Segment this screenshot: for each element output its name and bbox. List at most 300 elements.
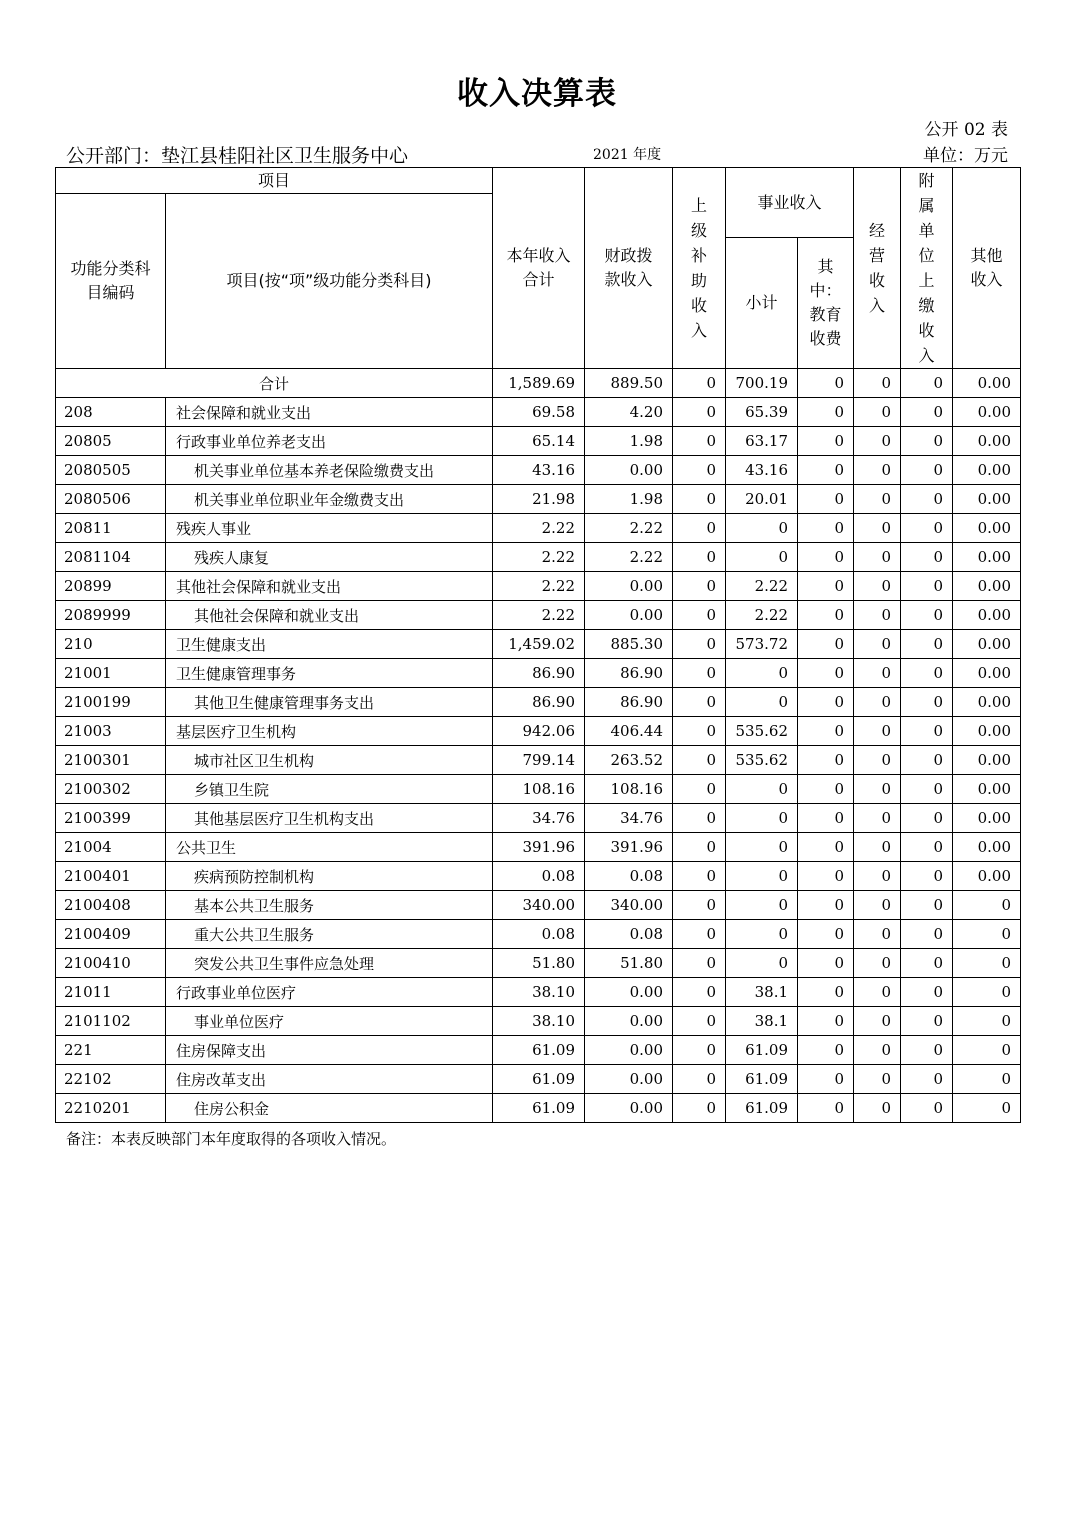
table-row — [56, 543, 1021, 572]
total-cell: 0 — [854, 369, 901, 398]
row-value: 535.62 — [726, 746, 798, 775]
row-value: 0.00 — [953, 398, 1021, 427]
row-value: 65.14 — [493, 427, 585, 456]
department-label: 公开部门：垫江县桂阳社区卫生服务中心 — [66, 145, 409, 167]
table-row — [56, 601, 1021, 630]
row-value: 0 — [673, 833, 726, 862]
table-row — [56, 891, 1021, 920]
row-value: 2.22 — [585, 543, 673, 572]
header-fiscal — [585, 168, 673, 369]
row-value: 535.62 — [726, 717, 798, 746]
row-value: 63.17 — [726, 427, 798, 456]
table-row — [56, 630, 1021, 659]
row-value: 43.16 — [726, 456, 798, 485]
row-value: 0 — [726, 833, 798, 862]
row-value: 0 — [854, 891, 901, 920]
row-value: 340.00 — [493, 891, 585, 920]
row-value: 61.09 — [493, 1094, 585, 1123]
row-code: 2089999 — [56, 601, 166, 630]
row-value: 0.00 — [953, 717, 1021, 746]
row-value: 20.01 — [726, 485, 798, 514]
row-value: 86.90 — [585, 659, 673, 688]
row-value: 0 — [798, 601, 854, 630]
table-row — [56, 572, 1021, 601]
row-value: 0 — [673, 717, 726, 746]
row-name: 社会保障和就业支出 — [166, 398, 493, 427]
table-row — [56, 920, 1021, 949]
row-value: 0 — [901, 630, 953, 659]
row-value: 0 — [854, 833, 901, 862]
row-code: 21001 — [56, 659, 166, 688]
row-value: 0 — [673, 659, 726, 688]
table-row — [56, 485, 1021, 514]
row-value: 391.96 — [493, 833, 585, 862]
row-code: 20811 — [56, 514, 166, 543]
row-value: 0 — [901, 572, 953, 601]
total-cell: 1,589.69 — [493, 369, 585, 398]
row-value: 0 — [854, 398, 901, 427]
row-value: 0 — [798, 456, 854, 485]
row-name: 残疾人事业 — [166, 514, 493, 543]
row-name: 其他基层医疗卫生机构支出 — [166, 804, 493, 833]
row-value: 0.00 — [953, 659, 1021, 688]
row-value: 108.16 — [585, 775, 673, 804]
row-name: 疾病预防控制机构 — [166, 862, 493, 891]
row-code: 2100410 — [56, 949, 166, 978]
form-number: 公开 02 表 — [924, 120, 1008, 140]
header-operating — [854, 168, 901, 369]
row-value: 0 — [798, 804, 854, 833]
row-value: 0 — [953, 1036, 1021, 1065]
row-code: 2080505 — [56, 456, 166, 485]
table-row — [56, 1094, 1021, 1123]
row-value: 0 — [953, 1094, 1021, 1123]
table-row — [56, 978, 1021, 1007]
row-value: 0 — [901, 862, 953, 891]
row-value: 2.22 — [585, 514, 673, 543]
row-value: 0 — [726, 514, 798, 543]
row-value: 2.22 — [493, 514, 585, 543]
row-value: 0 — [673, 514, 726, 543]
total-cell: 889.50 — [585, 369, 673, 398]
header-subtotal: 小计 — [726, 238, 798, 369]
row-value: 0 — [798, 1065, 854, 1094]
row-value: 0.00 — [585, 572, 673, 601]
row-value: 0 — [726, 949, 798, 978]
header-name: 项目(按“项”级功能分类科目) — [166, 194, 493, 369]
row-value: 0 — [798, 688, 854, 717]
row-code: 2100301 — [56, 746, 166, 775]
page-title: 收入决算表 — [457, 76, 617, 112]
row-value: 0 — [953, 1065, 1021, 1094]
row-value: 0 — [901, 427, 953, 456]
row-value: 0 — [854, 1007, 901, 1036]
row-value: 0 — [798, 485, 854, 514]
row-value: 0.00 — [953, 630, 1021, 659]
table-row — [56, 949, 1021, 978]
row-value: 0.00 — [953, 601, 1021, 630]
row-value: 0 — [673, 1036, 726, 1065]
row-name: 乡镇卫生院 — [166, 775, 493, 804]
table-body — [56, 369, 1021, 1123]
row-value: 0 — [798, 775, 854, 804]
header-affiliated-text: 附属单位上缴收入 — [918, 171, 935, 365]
row-value: 69.58 — [493, 398, 585, 427]
footnote: 备注：本表反映部门本年度取得的各项收入情况。 — [66, 1130, 397, 1148]
table-row — [56, 1036, 1021, 1065]
row-name: 重大公共卫生服务 — [166, 920, 493, 949]
table-row — [56, 862, 1021, 891]
row-code: 2100302 — [56, 775, 166, 804]
row-name: 基本公共卫生服务 — [166, 891, 493, 920]
total-cell: 0 — [673, 369, 726, 398]
row-value: 0 — [854, 1065, 901, 1094]
table-row — [56, 456, 1021, 485]
row-value: 0 — [901, 1094, 953, 1123]
row-code: 221 — [56, 1036, 166, 1065]
header-edu — [798, 238, 854, 369]
row-value: 0 — [798, 543, 854, 572]
row-value: 0 — [901, 543, 953, 572]
row-code: 2080506 — [56, 485, 166, 514]
row-value: 0.00 — [953, 427, 1021, 456]
row-name: 住房改革支出 — [166, 1065, 493, 1094]
row-value: 0.00 — [953, 572, 1021, 601]
row-value: 38.1 — [726, 978, 798, 1007]
row-value: 0.00 — [953, 833, 1021, 862]
row-code: 21011 — [56, 978, 166, 1007]
row-value: 0 — [953, 978, 1021, 1007]
row-value: 0 — [854, 485, 901, 514]
row-value: 0 — [854, 862, 901, 891]
row-value: 0 — [673, 601, 726, 630]
table-row — [56, 1065, 1021, 1094]
row-name: 机关事业单位基本养老保险缴费支出 — [166, 456, 493, 485]
header-total — [493, 168, 585, 369]
row-value: 0.00 — [953, 688, 1021, 717]
header-edu-text: 其中：教育收费 — [809, 257, 842, 348]
row-value: 21.98 — [493, 485, 585, 514]
row-name: 其他卫生健康管理事务支出 — [166, 688, 493, 717]
row-name: 行政事业单位养老支出 — [166, 427, 493, 456]
row-value: 0 — [673, 1065, 726, 1094]
row-value: 0 — [798, 949, 854, 978]
row-code: 2081104 — [56, 543, 166, 572]
row-value: 0 — [901, 804, 953, 833]
row-value: 61.09 — [493, 1065, 585, 1094]
row-value: 0.08 — [493, 862, 585, 891]
row-value: 0 — [901, 1007, 953, 1036]
table-row — [56, 833, 1021, 862]
row-name: 残疾人康复 — [166, 543, 493, 572]
row-value: 0 — [726, 775, 798, 804]
row-name: 行政事业单位医疗 — [166, 978, 493, 1007]
row-value: 0 — [798, 717, 854, 746]
header-total-text: 本年收入合计 — [506, 246, 571, 289]
row-value: 0 — [726, 920, 798, 949]
total-cell: 0 — [901, 369, 953, 398]
row-value: 0 — [901, 1036, 953, 1065]
row-code: 2100401 — [56, 862, 166, 891]
table-row — [56, 514, 1021, 543]
row-name: 其他社会保障和就业支出 — [166, 572, 493, 601]
row-value: 0 — [854, 456, 901, 485]
row-value: 38.10 — [493, 1007, 585, 1036]
row-value: 0 — [798, 1094, 854, 1123]
table-row — [56, 746, 1021, 775]
row-code: 2100199 — [56, 688, 166, 717]
header-project: 项目 — [56, 168, 493, 194]
row-value: 340.00 — [585, 891, 673, 920]
row-value: 0.00 — [953, 804, 1021, 833]
row-value: 0 — [953, 949, 1021, 978]
row-value: 0 — [901, 456, 953, 485]
row-value: 0.00 — [585, 1065, 673, 1094]
row-value: 86.90 — [585, 688, 673, 717]
row-value: 0 — [798, 833, 854, 862]
row-value: 0 — [798, 920, 854, 949]
row-value: 0 — [854, 688, 901, 717]
row-value: 0 — [854, 746, 901, 775]
row-value: 86.90 — [493, 688, 585, 717]
table-row — [56, 427, 1021, 456]
row-value: 0 — [673, 775, 726, 804]
row-value: 51.80 — [493, 949, 585, 978]
row-value: 391.96 — [585, 833, 673, 862]
row-value: 0 — [854, 775, 901, 804]
row-value: 942.06 — [493, 717, 585, 746]
row-value: 34.76 — [493, 804, 585, 833]
row-value: 4.20 — [585, 398, 673, 427]
table-row — [56, 717, 1021, 746]
row-value: 0 — [798, 1007, 854, 1036]
row-value: 0 — [901, 514, 953, 543]
row-value: 0 — [854, 1036, 901, 1065]
header-affiliated — [901, 168, 953, 369]
total-cell: 0.00 — [953, 369, 1021, 398]
row-value: 0 — [854, 659, 901, 688]
fiscal-year: 2021 年度 — [593, 147, 662, 163]
unit-label: 单位：万元 — [923, 146, 1008, 166]
row-value: 0 — [901, 891, 953, 920]
row-value: 0 — [673, 543, 726, 572]
row-value: 799.14 — [493, 746, 585, 775]
row-value: 0.00 — [953, 775, 1021, 804]
table-row — [56, 688, 1021, 717]
row-value: 0 — [854, 804, 901, 833]
row-value: 1.98 — [585, 485, 673, 514]
row-value: 0 — [901, 775, 953, 804]
row-code: 21004 — [56, 833, 166, 862]
total-cell: 700.19 — [726, 369, 798, 398]
row-value: 0 — [854, 630, 901, 659]
row-name: 突发公共卫生事件应急处理 — [166, 949, 493, 978]
row-value: 0 — [798, 630, 854, 659]
row-value: 0 — [798, 891, 854, 920]
row-value: 2.22 — [493, 572, 585, 601]
row-value: 0 — [901, 978, 953, 1007]
row-value: 61.09 — [493, 1036, 585, 1065]
row-value: 0 — [798, 514, 854, 543]
row-code: 2100399 — [56, 804, 166, 833]
table-row — [56, 804, 1021, 833]
row-value: 0 — [901, 688, 953, 717]
row-name: 住房公积金 — [166, 1094, 493, 1123]
row-value: 0 — [854, 543, 901, 572]
row-value: 0 — [798, 427, 854, 456]
row-value: 0.00 — [953, 456, 1021, 485]
row-value: 108.16 — [493, 775, 585, 804]
row-value: 0 — [901, 1065, 953, 1094]
row-value: 0 — [726, 862, 798, 891]
row-value: 61.09 — [726, 1036, 798, 1065]
row-value: 86.90 — [493, 659, 585, 688]
row-code: 20899 — [56, 572, 166, 601]
row-code: 2101102 — [56, 1007, 166, 1036]
row-value: 0 — [854, 1094, 901, 1123]
row-value: 0.00 — [585, 1036, 673, 1065]
row-value: 0.00 — [953, 862, 1021, 891]
row-value: 0 — [673, 978, 726, 1007]
row-value: 0 — [901, 833, 953, 862]
row-value: 0 — [673, 891, 726, 920]
row-name: 其他社会保障和就业支出 — [166, 601, 493, 630]
row-name: 城市社区卫生机构 — [166, 746, 493, 775]
row-value: 0.08 — [493, 920, 585, 949]
row-value: 0.08 — [585, 920, 673, 949]
row-value: 263.52 — [585, 746, 673, 775]
row-value: 0 — [673, 485, 726, 514]
header-code-text: 功能分类科目编码 — [70, 259, 151, 302]
row-value: 0 — [726, 659, 798, 688]
row-value: 0.08 — [585, 862, 673, 891]
row-value: 0 — [901, 601, 953, 630]
row-value: 406.44 — [585, 717, 673, 746]
row-value: 0 — [901, 485, 953, 514]
row-value: 0 — [901, 949, 953, 978]
row-value: 0 — [854, 949, 901, 978]
table-row — [56, 775, 1021, 804]
header-superior — [673, 168, 726, 369]
row-value: 0 — [854, 601, 901, 630]
row-value: 0 — [798, 659, 854, 688]
row-value: 0 — [901, 920, 953, 949]
row-value: 38.1 — [726, 1007, 798, 1036]
header-code — [56, 194, 166, 369]
row-value: 0 — [673, 398, 726, 427]
row-value: 0 — [673, 688, 726, 717]
row-value: 0 — [798, 746, 854, 775]
row-code: 2100408 — [56, 891, 166, 920]
row-code: 210 — [56, 630, 166, 659]
row-value: 2.22 — [726, 572, 798, 601]
row-value: 0 — [726, 543, 798, 572]
row-name: 住房保障支出 — [166, 1036, 493, 1065]
row-value: 61.09 — [726, 1094, 798, 1123]
table-row — [56, 398, 1021, 427]
row-value: 0.00 — [953, 514, 1021, 543]
row-value: 0 — [673, 1094, 726, 1123]
row-value: 0.00 — [953, 746, 1021, 775]
row-value: 43.16 — [493, 456, 585, 485]
row-value: 0 — [901, 398, 953, 427]
row-name: 事业单位医疗 — [166, 1007, 493, 1036]
row-value: 0.00 — [585, 601, 673, 630]
row-value: 0 — [673, 862, 726, 891]
header-operating-text: 经营收入 — [869, 221, 886, 315]
income-table — [55, 167, 1021, 1123]
row-value: 0 — [673, 746, 726, 775]
header-other-text: 其他收入 — [970, 246, 1003, 289]
row-code: 2100409 — [56, 920, 166, 949]
row-value: 2.22 — [726, 601, 798, 630]
row-value: 0 — [854, 427, 901, 456]
row-value: 0 — [854, 920, 901, 949]
row-value: 51.80 — [585, 949, 673, 978]
row-code: 2210201 — [56, 1094, 166, 1123]
row-value: 0 — [901, 659, 953, 688]
row-name: 机关事业单位职业年金缴费支出 — [166, 485, 493, 514]
row-value: 0 — [673, 949, 726, 978]
row-value: 2.22 — [493, 601, 585, 630]
row-value: 0 — [854, 978, 901, 1007]
row-value: 1.98 — [585, 427, 673, 456]
row-value: 0 — [953, 891, 1021, 920]
row-value: 885.30 — [585, 630, 673, 659]
row-value: 38.10 — [493, 978, 585, 1007]
row-value: 0 — [726, 804, 798, 833]
row-name: 基层医疗卫生机构 — [166, 717, 493, 746]
row-value: 2.22 — [493, 543, 585, 572]
row-value: 0.00 — [953, 485, 1021, 514]
row-value: 0 — [953, 920, 1021, 949]
row-value: 0 — [673, 1007, 726, 1036]
header-career: 事业收入 — [726, 168, 854, 238]
row-value: 0.00 — [585, 456, 673, 485]
total-row — [56, 369, 1021, 398]
row-value: 0 — [798, 572, 854, 601]
row-value: 0 — [673, 572, 726, 601]
row-value: 0 — [726, 688, 798, 717]
row-name: 公共卫生 — [166, 833, 493, 862]
row-value: 0 — [854, 717, 901, 746]
row-name: 卫生健康支出 — [166, 630, 493, 659]
row-code: 21003 — [56, 717, 166, 746]
row-value: 0 — [673, 427, 726, 456]
row-value: 0 — [901, 746, 953, 775]
row-value: 0 — [673, 630, 726, 659]
row-code: 208 — [56, 398, 166, 427]
row-code: 22102 — [56, 1065, 166, 1094]
row-value: 0 — [854, 572, 901, 601]
row-value: 61.09 — [726, 1065, 798, 1094]
row-code: 20805 — [56, 427, 166, 456]
table-row — [56, 659, 1021, 688]
total-cell: 0 — [798, 369, 854, 398]
row-value: 0.00 — [585, 1094, 673, 1123]
total-label: 合计 — [56, 369, 493, 398]
row-value: 0 — [901, 717, 953, 746]
row-value: 0 — [798, 862, 854, 891]
header-fiscal-text: 财政拨款收入 — [604, 246, 653, 289]
row-value: 0 — [673, 804, 726, 833]
row-value: 0.00 — [953, 543, 1021, 572]
row-value: 65.39 — [726, 398, 798, 427]
row-value: 0 — [798, 978, 854, 1007]
header-other — [953, 168, 1021, 369]
row-value: 573.72 — [726, 630, 798, 659]
row-value: 0 — [953, 1007, 1021, 1036]
